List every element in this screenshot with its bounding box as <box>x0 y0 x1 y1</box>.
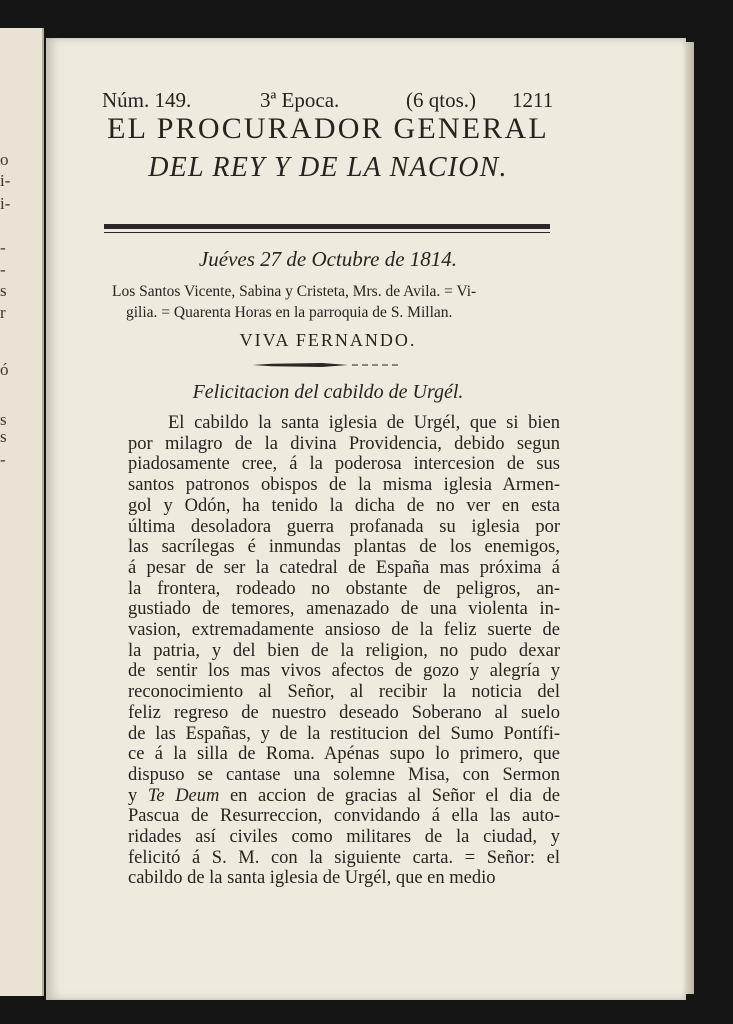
article-line: santos patronos obispos de la misma iglesia Armen- <box>128 475 560 496</box>
masthead-subtitle: DEL REY Y DE LA NACION. <box>148 152 508 183</box>
article-line: feliz regreso de nuestro deseado Soberano al suelo <box>128 702 560 723</box>
article-title: Felicitacion del cabildo de Urgél. <box>192 381 464 403</box>
article-line: cabildo de la santa iglesia de Urgél, que en medio <box>128 868 496 889</box>
article-line: piadosamente cree, á la poderosa intercesion de sus <box>128 454 560 475</box>
facing-page-fragment: i- <box>0 194 11 213</box>
article-line: ridades así civiles como militares de la ciudad, y <box>128 827 560 848</box>
ornament-divider <box>252 360 402 370</box>
article-body <box>128 413 560 889</box>
facing-page-fragment: s <box>0 427 7 446</box>
issue-date: Juéves 27 de Octubre de 1814. <box>198 247 458 271</box>
facing-page-edge <box>0 28 44 996</box>
saints-line: Los Santos Vicente, Sabina y Cristeta, Mrs. de Avila. = Vi- <box>112 283 477 300</box>
article-line: vasion, extremadamente ansioso de la feliz suerte de <box>128 620 560 641</box>
article-line: El cabildo la santa iglesia de Urgél, que si bien <box>168 413 560 433</box>
facing-page-fragment: - <box>0 260 6 279</box>
facing-page-fragment: ó <box>0 360 9 379</box>
facing-page-fragment: i- <box>0 171 11 190</box>
viva-fernando-heading: VIVA FERNANDO. <box>239 330 417 350</box>
ornament-rule-icon <box>252 363 348 367</box>
article-line: ce á la silla de Roma. Apénas supo lo primero, que <box>128 744 560 765</box>
masthead-title: EL PROCURADOR GENERAL <box>107 112 549 145</box>
article-line: última desoladora guerra profanada su iglesia por <box>128 516 560 537</box>
issue-epoch: 3ª Epoca. <box>260 88 340 112</box>
saints-line: gilia. = Quarenta Horas en la parroquia de S. Millan. <box>126 304 453 321</box>
facing-page-fragment: - <box>0 450 6 469</box>
facing-page-fragment: o <box>0 150 9 169</box>
article-line: la patria, y del bien de la religion, no pudo dexar <box>128 640 560 661</box>
article-line: de las Españas, y de la restitucion del Sumo Pontífi- <box>128 723 560 744</box>
article-line: por milagro de la divina Providencia, debido segun <box>128 433 560 454</box>
article-line: las sacrílegas é inmundas plantas de los enemigos, <box>128 537 560 558</box>
newspaper-page <box>46 38 686 1000</box>
article-line: y Te Deum en accion de gracias al Señor el dia de <box>128 785 561 806</box>
facing-page-fragment: - <box>0 238 6 257</box>
saints-of-the-day <box>112 281 552 323</box>
masthead-rule-thin <box>104 232 550 233</box>
masthead-rule-thick <box>104 224 550 229</box>
facing-page-fragment: s <box>0 410 7 429</box>
article-line: Pascua de Resurreccion, convidando á ella las auto- <box>128 806 560 827</box>
article-line: gol y Odón, ha tenido la dicha de no ver en esta <box>128 495 560 516</box>
article-line: felicitó á S. M. con la siguiente carta. = Señor: el <box>128 847 560 868</box>
article-line: gustiado de temores, amenazado de una violenta in- <box>128 599 560 620</box>
page-edge <box>686 42 694 994</box>
article-line: reconocimiento al Señor, al recibir la noticia del <box>128 682 560 703</box>
article-line: dispuso se cantase una solemne Misa, con Sermon <box>128 764 560 785</box>
facing-page-fragment: r <box>0 303 6 322</box>
article-line: la frontera, rodeado no obstante de peligros, an- <box>128 578 560 599</box>
article-line: de sentir los mas vivos afectos de gozo y alegría y <box>128 661 560 682</box>
facing-page-fragment: s <box>0 281 7 300</box>
page-number: 1211 <box>512 88 554 112</box>
issue-price: (6 qtos.) <box>406 88 476 112</box>
article-line: á pesar de ser la catedral de España mas próxima á <box>128 557 560 578</box>
issue-number: Núm. 149. <box>102 88 192 112</box>
